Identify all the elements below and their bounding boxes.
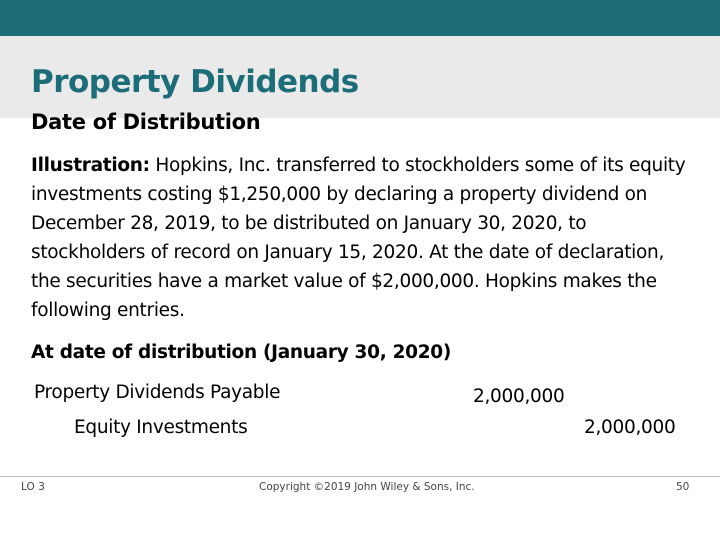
page-title: Property Dividends — [31, 64, 359, 100]
illustration-paragraph — [31, 151, 693, 325]
illustration-text: Hopkins, Inc. transferred to stockholders some of its equity investments costing $1,250,000 by declaring a property dividend on December 28, 2019, to be distributed on January 30, 2020, to stockholders of record on January 15, 2020. At the date of declaration, the securities have a market value of $2,000,000. Hopkins makes the following entries. — [31, 155, 686, 321]
journal-credit-amount: 2,000,000 — [584, 417, 676, 438]
footer-page-number: 50 — [676, 481, 690, 493]
footer-learning-objective: LO 3 — [21, 481, 45, 493]
top-accent-bar — [0, 0, 720, 36]
footer-divider — [0, 476, 720, 477]
footer-copyright: Copyright ©2019 John Wiley & Sons, Inc. — [259, 481, 475, 493]
journal-debit-amount: 2,000,000 — [473, 386, 565, 407]
illustration-lead: Illustration: — [31, 155, 150, 176]
entry-heading: At date of distribution (January 30, 2020) — [31, 342, 452, 363]
journal-debit-account: Property Dividends Payable — [34, 382, 281, 403]
page-subtitle: Date of Distribution — [31, 110, 261, 134]
journal-credit-account: Equity Investments — [74, 417, 248, 438]
